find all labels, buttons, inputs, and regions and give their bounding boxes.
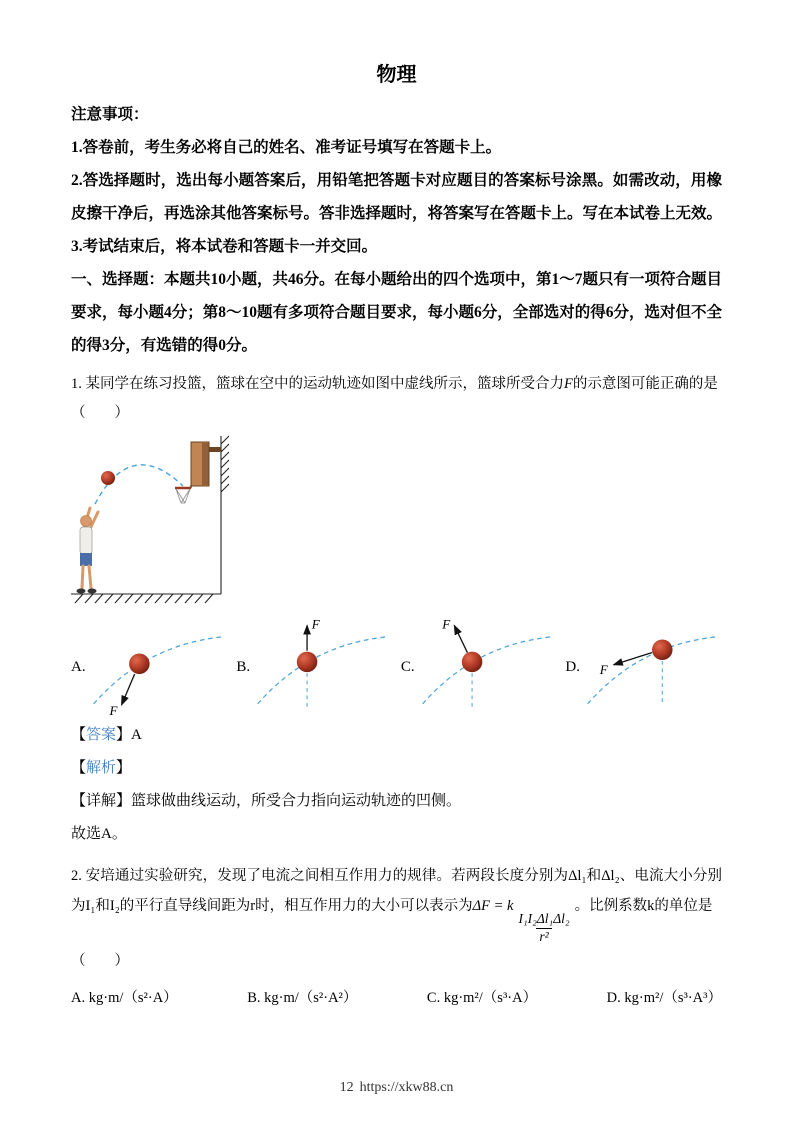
analysis-label: 解析 <box>86 760 117 776</box>
question-1-text <box>71 370 722 398</box>
q2-options <box>71 986 722 1007</box>
question-1-blank: （ ） <box>71 405 129 421</box>
option-d-label: D. <box>565 659 580 675</box>
bracket-open: 【 <box>71 727 87 743</box>
q1-figure <box>71 434 229 606</box>
q1-answer-line <box>71 719 722 752</box>
notice-item-3: 3.考试结束后，将本试卷和答题卡一并交回。 <box>71 238 378 255</box>
force-label: F <box>599 662 608 678</box>
q2-option-a <box>71 986 178 1007</box>
q2-option-a-label: A. <box>71 989 86 1006</box>
basketball-icon <box>652 640 673 661</box>
notice-item-1: 1.答卷前，考生务必将自己的姓名、准考证号填写在答题卡上。 <box>71 139 502 156</box>
shooter-figure <box>77 508 99 594</box>
bracket-open: 【 <box>71 760 87 776</box>
ground <box>71 594 221 603</box>
section-intro: 一、选择题：本题共10小题，共46分。在每小题给出的四个选项中，第1～7题只有一项符合题目要求，每小题4分；第8～10题有多项符合题目要求，每小题6分，全部选对的得6分，选对但不全的得3分，有选错的得0分。 <box>71 271 723 354</box>
option-d-diagram <box>582 616 722 719</box>
trajectory-dash <box>93 637 224 704</box>
fraction-denominator: r² <box>536 928 551 946</box>
force-label: F <box>109 703 118 719</box>
q1-force-symbol: F <box>564 376 573 392</box>
q2-option-a-text: kg·m/（s²·A） <box>88 989 178 1006</box>
notice-item-2: 2.答选择题时，选出每小题答案后，用铅笔把答题卡对应题目的答案标号涂黑。如需改动，用橡皮擦干净后，再选涂其他答案标号。答非选择题时，将答案写在答题卡上。写在本试卷上无效。 <box>71 172 723 222</box>
hoop <box>175 485 191 503</box>
detail-text: 篮球做曲线运动，所受合力指向运动轨迹的凹侧。 <box>131 793 462 809</box>
q2-option-d-text: kg·m²/（s³·A³） <box>624 989 722 1006</box>
page-footer <box>0 1080 793 1096</box>
wall <box>221 436 229 594</box>
force-arrow <box>614 653 652 665</box>
basketball-icon <box>461 652 482 673</box>
force-arrow <box>454 626 467 653</box>
q2-text-pre: 2. 安培通过实验研究，发现了电流之间相互作用力的规律。若两段长度分别为Δl₁和Δl₂、电流大小分别为I₁和I₂的平行直导线间距为r时，相互作用力的大小可以表示为 <box>71 868 722 914</box>
page-number: 12 <box>339 1080 354 1095</box>
trajectory-dash <box>422 637 553 704</box>
q2-option-b <box>247 986 357 1007</box>
answer-value: A <box>131 727 142 743</box>
option-a-label: A. <box>71 659 86 675</box>
basketball-icon <box>297 652 318 673</box>
q2-text-post: 。比例系数k的单位是 <box>574 898 713 914</box>
basketball-in-flight <box>101 471 115 485</box>
footer-url: https://xkw88.cn <box>359 1080 454 1095</box>
option-b-diagram <box>252 616 392 719</box>
page-title: 物理 <box>376 64 417 86</box>
q1-options <box>71 616 722 719</box>
q1-text-pre: 1. 某同学在练习投篮，篮球在空中的运动轨迹如图中虚线所示，篮球所受合力 <box>71 376 564 392</box>
option-a-diagram <box>88 616 228 719</box>
option-b-label: B. <box>236 659 251 675</box>
option-c-diagram <box>417 616 557 719</box>
bracket-close: 】 <box>116 727 132 743</box>
fraction-numerator: I₁I₂Δl₁Δl₂ <box>518 911 570 926</box>
answer-label: 答案 <box>86 727 117 743</box>
q1-conclusion-line: 故选A。 <box>71 826 127 842</box>
basketball-icon <box>129 654 150 675</box>
detail-marker: 【详解】 <box>71 793 132 809</box>
force-label: F <box>311 616 320 632</box>
trajectory-dash <box>258 637 389 704</box>
option-c-label: C. <box>400 659 415 675</box>
force-label: F <box>441 616 450 632</box>
backboard <box>191 442 221 486</box>
question-2-text <box>71 861 722 946</box>
q2-option-b-label: B. <box>247 989 261 1006</box>
q2-option-c-label: C. <box>426 989 441 1006</box>
q2-option-d <box>607 986 722 1007</box>
formula-fraction <box>515 911 572 946</box>
formula-lhs: ΔF = k <box>472 898 514 914</box>
q1-analysis-line <box>71 752 722 785</box>
q1-detail-line <box>71 785 722 818</box>
q2-option-c-text: kg·m²/（s³·A） <box>443 989 538 1006</box>
q2-option-d-label: D. <box>606 989 621 1006</box>
option-c <box>401 616 557 719</box>
option-b <box>236 616 392 719</box>
q1-text-post: 的示意图可能正确的是 <box>572 376 718 392</box>
notice-heading: 注意事项： <box>71 106 149 123</box>
force-arrow <box>121 674 134 705</box>
question-2-blank: （ ） <box>71 952 129 969</box>
net <box>176 489 190 503</box>
option-a <box>71 616 228 719</box>
q2-formula <box>472 898 575 944</box>
q2-option-c <box>427 986 537 1007</box>
bracket-close: 】 <box>116 760 132 776</box>
option-d <box>565 616 722 719</box>
q2-option-b-text: kg·m/（s²·A²） <box>264 989 358 1006</box>
